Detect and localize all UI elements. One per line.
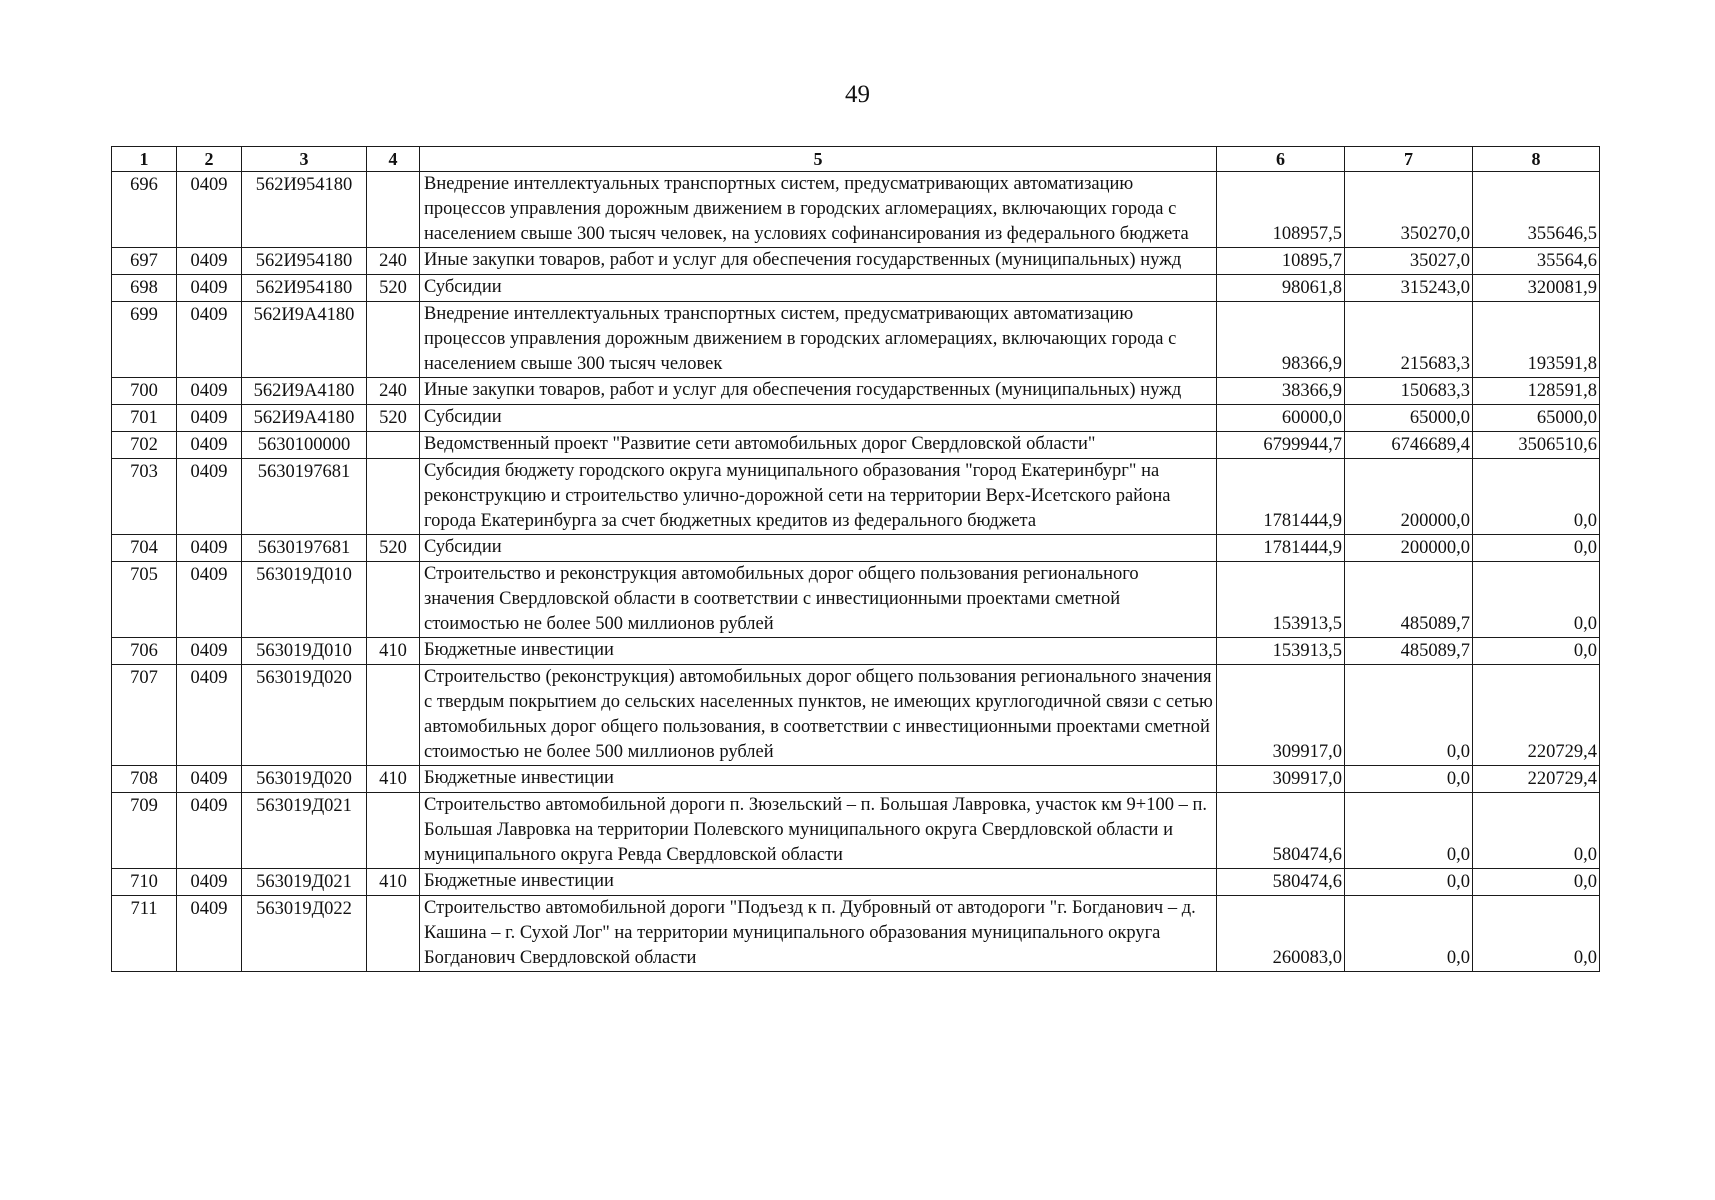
amount-col6-cell: 260083,0: [1217, 896, 1345, 972]
amount-col7-cell: 150683,3: [1345, 378, 1473, 405]
budget-table: [111, 146, 1600, 972]
table-row: [112, 793, 1600, 869]
target-article-cell: 563019Д010: [242, 638, 367, 665]
amount-col6-cell: 6799944,7: [1217, 432, 1345, 459]
target-article-cell: 562И9А4180: [242, 405, 367, 432]
table-body: [112, 172, 1600, 972]
column-header-7: 7: [1345, 147, 1473, 172]
table-row: [112, 275, 1600, 302]
section-code-cell: 0409: [177, 275, 242, 302]
table-row: [112, 638, 1600, 665]
section-code-cell: 0409: [177, 793, 242, 869]
table-row: [112, 378, 1600, 405]
expense-type-cell: [367, 459, 420, 535]
amount-col6-cell: 153913,5: [1217, 562, 1345, 638]
item-name-cell: Иные закупки товаров, работ и услуг для обеспечения государственных (муниципальных) нужд: [420, 378, 1217, 405]
amount-col8-cell: 0,0: [1473, 793, 1600, 869]
target-article-cell: 562И954180: [242, 248, 367, 275]
expense-type-cell: [367, 665, 420, 766]
section-code-cell: 0409: [177, 459, 242, 535]
amount-col6-cell: 580474,6: [1217, 869, 1345, 896]
section-code-cell: 0409: [177, 405, 242, 432]
target-article-cell: 5630100000: [242, 432, 367, 459]
row-number-cell: 710: [112, 869, 177, 896]
item-name-cell: Внедрение интеллектуальных транспортных систем, предусматривающих автоматизацию процессов управления дорожным движением в городских агломерациях, включающих города с населением свыше 300 тысяч человек: [420, 302, 1217, 378]
amount-col7-cell: 485089,7: [1345, 638, 1473, 665]
item-name-cell: Субсидии: [420, 405, 1217, 432]
row-number-cell: 698: [112, 275, 177, 302]
amount-col7-cell: 0,0: [1345, 766, 1473, 793]
item-name-cell: Бюджетные инвестиции: [420, 869, 1217, 896]
row-number-cell: 707: [112, 665, 177, 766]
amount-col6-cell: 580474,6: [1217, 793, 1345, 869]
table-row: [112, 535, 1600, 562]
expense-type-cell: [367, 302, 420, 378]
amount-col6-cell: 108957,5: [1217, 172, 1345, 248]
table-row: [112, 172, 1600, 248]
amount-col7-cell: 0,0: [1345, 793, 1473, 869]
section-code-cell: 0409: [177, 896, 242, 972]
expense-type-cell: 240: [367, 248, 420, 275]
section-code-cell: 0409: [177, 172, 242, 248]
row-number-cell: 711: [112, 896, 177, 972]
expense-type-cell: 410: [367, 869, 420, 896]
target-article-cell: 5630197681: [242, 535, 367, 562]
amount-col8-cell: 193591,8: [1473, 302, 1600, 378]
target-article-cell: 563019Д010: [242, 562, 367, 638]
amount-col7-cell: 485089,7: [1345, 562, 1473, 638]
target-article-cell: 563019Д022: [242, 896, 367, 972]
amount-col7-cell: 350270,0: [1345, 172, 1473, 248]
amount-col7-cell: 35027,0: [1345, 248, 1473, 275]
amount-col8-cell: 0,0: [1473, 869, 1600, 896]
item-name-cell: Строительство автомобильной дороги п. Зюзельский – п. Большая Лавровка, участок км 9+100 – п. Большая Лавровка на территории Полевского муниципального округа Свердловской области и муниципального округа Ревда Свердловской области: [420, 793, 1217, 869]
column-header-3: 3: [242, 147, 367, 172]
section-code-cell: 0409: [177, 302, 242, 378]
item-name-cell: Бюджетные инвестиции: [420, 766, 1217, 793]
amount-col8-cell: 220729,4: [1473, 665, 1600, 766]
expense-type-cell: [367, 896, 420, 972]
amount-col8-cell: 0,0: [1473, 562, 1600, 638]
target-article-cell: 563019Д020: [242, 766, 367, 793]
expense-type-cell: 410: [367, 766, 420, 793]
amount-col6-cell: 153913,5: [1217, 638, 1345, 665]
row-number-cell: 709: [112, 793, 177, 869]
item-name-cell: Ведомственный проект "Развитие сети автомобильных дорог Свердловской области": [420, 432, 1217, 459]
row-number-cell: 706: [112, 638, 177, 665]
amount-col7-cell: 65000,0: [1345, 405, 1473, 432]
table-header: [112, 147, 1600, 172]
row-number-cell: 703: [112, 459, 177, 535]
amount-col6-cell: 60000,0: [1217, 405, 1345, 432]
target-article-cell: 562И954180: [242, 172, 367, 248]
row-number-cell: 708: [112, 766, 177, 793]
column-header-6: 6: [1217, 147, 1345, 172]
amount-col6-cell: 38366,9: [1217, 378, 1345, 405]
target-article-cell: 562И9А4180: [242, 302, 367, 378]
section-code-cell: 0409: [177, 638, 242, 665]
amount-col8-cell: 0,0: [1473, 459, 1600, 535]
amount-col8-cell: 320081,9: [1473, 275, 1600, 302]
amount-col7-cell: 0,0: [1345, 665, 1473, 766]
amount-col8-cell: 355646,5: [1473, 172, 1600, 248]
item-name-cell: Строительство (реконструкция) автомобильных дорог общего пользования регионального значения с твердым покрытием до сельских населенных пунктов, не имеющих круглогодичной связи с сетью автомобильных дорог общего пользования, в соответствии с инвестиционными проектами сметной стоимостью не более 500 миллионов рублей: [420, 665, 1217, 766]
table-row: [112, 869, 1600, 896]
target-article-cell: 5630197681: [242, 459, 367, 535]
amount-col7-cell: 315243,0: [1345, 275, 1473, 302]
table-row: [112, 665, 1600, 766]
table-row: [112, 459, 1600, 535]
column-header-4: 4: [367, 147, 420, 172]
row-number-cell: 701: [112, 405, 177, 432]
table-row: [112, 248, 1600, 275]
amount-col8-cell: 128591,8: [1473, 378, 1600, 405]
target-article-cell: 563019Д020: [242, 665, 367, 766]
table-row: [112, 405, 1600, 432]
section-code-cell: 0409: [177, 766, 242, 793]
section-code-cell: 0409: [177, 562, 242, 638]
page-number: 49: [845, 81, 870, 108]
target-article-cell: 563019Д021: [242, 793, 367, 869]
row-number-cell: 696: [112, 172, 177, 248]
amount-col6-cell: 98061,8: [1217, 275, 1345, 302]
row-number-cell: 699: [112, 302, 177, 378]
column-header-5: 5: [420, 147, 1217, 172]
amount-col8-cell: 65000,0: [1473, 405, 1600, 432]
target-article-cell: 563019Д021: [242, 869, 367, 896]
amount-col6-cell: 1781444,9: [1217, 459, 1345, 535]
row-number-cell: 697: [112, 248, 177, 275]
table-row: [112, 896, 1600, 972]
amount-col7-cell: 200000,0: [1345, 459, 1473, 535]
table-row: [112, 562, 1600, 638]
row-number-cell: 704: [112, 535, 177, 562]
item-name-cell: Строительство и реконструкция автомобильных дорог общего пользования регионального значения Свердловской области в соответствии с инвестиционными проектами сметной стоимостью не более 500 миллионов рублей: [420, 562, 1217, 638]
amount-col7-cell: 0,0: [1345, 869, 1473, 896]
table-row: [112, 766, 1600, 793]
table-row: [112, 432, 1600, 459]
amount-col6-cell: 1781444,9: [1217, 535, 1345, 562]
expense-type-cell: [367, 793, 420, 869]
row-number-cell: 702: [112, 432, 177, 459]
item-name-cell: Субсидии: [420, 535, 1217, 562]
expense-type-cell: 520: [367, 275, 420, 302]
amount-col6-cell: 309917,0: [1217, 665, 1345, 766]
amount-col8-cell: 3506510,6: [1473, 432, 1600, 459]
amount-col8-cell: 220729,4: [1473, 766, 1600, 793]
target-article-cell: 562И954180: [242, 275, 367, 302]
amount-col7-cell: 6746689,4: [1345, 432, 1473, 459]
section-code-cell: 0409: [177, 432, 242, 459]
row-number-cell: 705: [112, 562, 177, 638]
column-header-8: 8: [1473, 147, 1600, 172]
column-header-1: 1: [112, 147, 177, 172]
amount-col8-cell: 35564,6: [1473, 248, 1600, 275]
amount-col6-cell: 10895,7: [1217, 248, 1345, 275]
amount-col8-cell: 0,0: [1473, 535, 1600, 562]
amount-col7-cell: 215683,3: [1345, 302, 1473, 378]
target-article-cell: 562И9А4180: [242, 378, 367, 405]
amount-col7-cell: 200000,0: [1345, 535, 1473, 562]
row-number-cell: 700: [112, 378, 177, 405]
expense-type-cell: 240: [367, 378, 420, 405]
amount-col8-cell: 0,0: [1473, 638, 1600, 665]
amount-col6-cell: 98366,9: [1217, 302, 1345, 378]
section-code-cell: 0409: [177, 665, 242, 766]
section-code-cell: 0409: [177, 378, 242, 405]
amount-col8-cell: 0,0: [1473, 896, 1600, 972]
expense-type-cell: 520: [367, 405, 420, 432]
item-name-cell: Субсидия бюджету городского округа муниципального образования "город Екатеринбург" на реконструкцию и строительство улично-дорожной сети на территории Верх-Исетского района города Екатеринбурга за счет бюджетных кредитов из федерального бюджета: [420, 459, 1217, 535]
item-name-cell: Строительство автомобильной дороги "Подъезд к п. Дубровный от автодороги "г. Богданович – д. Кашина – г. Сухой Лог" на территории муниципального образования муниципального округа Богданович Свердловской области: [420, 896, 1217, 972]
column-header-2: 2: [177, 147, 242, 172]
section-code-cell: 0409: [177, 248, 242, 275]
item-name-cell: Субсидии: [420, 275, 1217, 302]
expense-type-cell: [367, 432, 420, 459]
expense-type-cell: [367, 562, 420, 638]
item-name-cell: Бюджетные инвестиции: [420, 638, 1217, 665]
expense-type-cell: 410: [367, 638, 420, 665]
expense-type-cell: [367, 172, 420, 248]
table-row: [112, 302, 1600, 378]
section-code-cell: 0409: [177, 869, 242, 896]
amount-col7-cell: 0,0: [1345, 896, 1473, 972]
expense-type-cell: 520: [367, 535, 420, 562]
header-row: [112, 147, 1600, 172]
item-name-cell: Иные закупки товаров, работ и услуг для обеспечения государственных (муниципальных) нужд: [420, 248, 1217, 275]
amount-col6-cell: 309917,0: [1217, 766, 1345, 793]
item-name-cell: Внедрение интеллектуальных транспортных систем, предусматривающих автоматизацию процессов управления дорожным движением в городских агломерациях, включающих города с населением свыше 300 тысяч человек, на условиях софинансирования из федерального бюджета: [420, 172, 1217, 248]
section-code-cell: 0409: [177, 535, 242, 562]
